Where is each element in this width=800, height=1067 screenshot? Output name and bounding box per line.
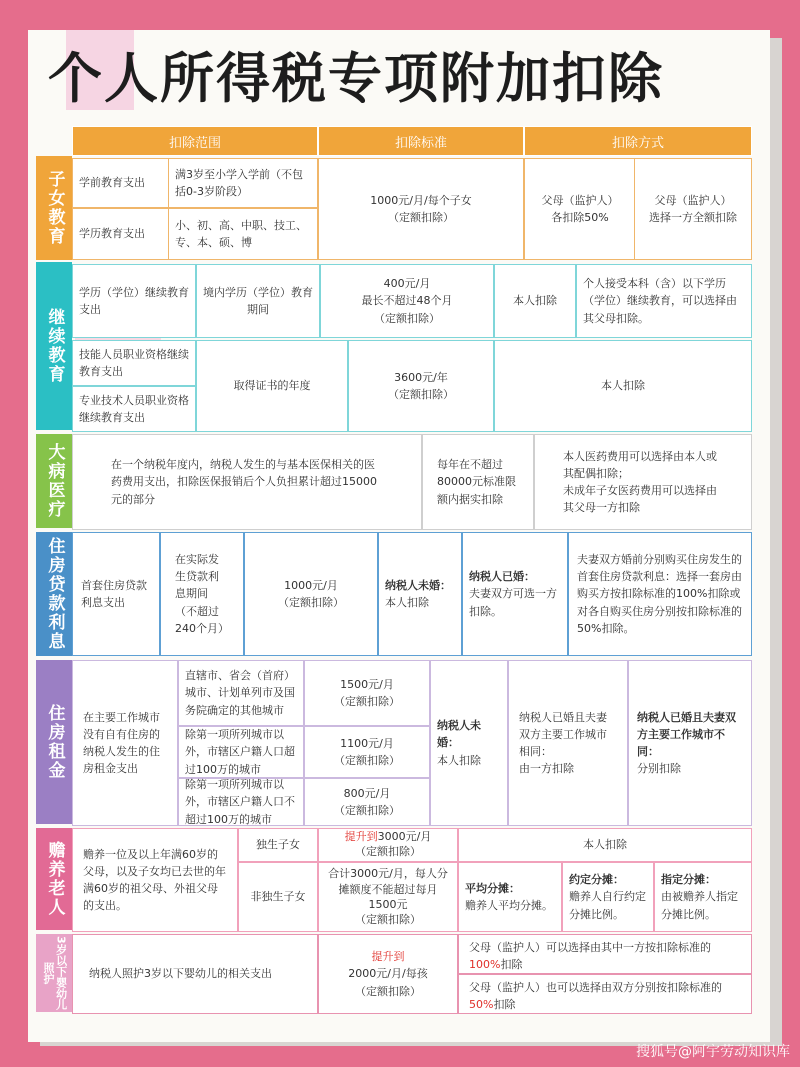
standard-type: （定额扣除） bbox=[278, 596, 344, 609]
mortgage-unmarried bbox=[378, 532, 462, 656]
rent-standard-tier3 bbox=[304, 778, 430, 826]
qualification-education-standard bbox=[348, 340, 494, 432]
page-title: 个人所得税专项附加扣除 bbox=[48, 46, 664, 110]
method-text: 赡养人自行约定分摊比例。 bbox=[569, 890, 646, 921]
elderly-method-designated bbox=[654, 862, 752, 932]
standard-amount: 3000元/月 bbox=[377, 830, 432, 844]
degree-continuing-education-note: 个人接受本科（含）以下学历（学位）继续教育，可以选择由其父母扣除。 bbox=[576, 264, 752, 338]
method-who: 父母（监护人） bbox=[541, 193, 619, 207]
standard-amount: 1100元/月 bbox=[340, 736, 394, 750]
standard-type: （定额扣除） bbox=[388, 388, 454, 401]
elderly-only-child: 独生子女 bbox=[238, 828, 318, 862]
married-same-city-title: 纳税人已婚且夫妻双方主要工作城市相同： bbox=[519, 710, 607, 758]
married-text: 夫妻双方可选一方扣除。 bbox=[469, 587, 557, 618]
children-education-method-full bbox=[634, 158, 752, 260]
section-label-medical: 大病医疗 bbox=[36, 434, 72, 528]
married-same-city-text: 由一方扣除 bbox=[519, 762, 574, 776]
degree-continuing-education-period: 境内学历（学位）教育期间 bbox=[196, 264, 320, 338]
standard-amount: 400元/月 bbox=[383, 277, 431, 291]
method-text: 父母（监护人）也可以选择由双方分别按扣除标准的 bbox=[469, 981, 722, 994]
header-standard: 扣除标准 bbox=[318, 126, 524, 156]
rent-standard-tier2 bbox=[304, 726, 430, 778]
standard-amount: 3600元/年 bbox=[394, 370, 448, 384]
standard-limit: 最长不超过48个月 bbox=[361, 294, 453, 308]
method-ratio: 100% bbox=[469, 958, 501, 972]
elderly-method-agreed bbox=[562, 862, 654, 932]
standard-type: （定额扣除） bbox=[334, 804, 400, 817]
rent-married-same-city bbox=[508, 660, 628, 826]
standard-amount: 800元/月 bbox=[343, 786, 391, 800]
rent-married-different-city bbox=[628, 660, 752, 826]
rent-city-tier3: 除第一项所列城市以外，市辖区户籍人口不超过100万的城市 bbox=[178, 778, 304, 826]
method-ratio: 选择一方全额扣除 bbox=[649, 211, 737, 224]
preschool-education-name: 学前教育支出 bbox=[72, 158, 170, 208]
method-text: 由被赡养人指定分摊比例。 bbox=[661, 890, 738, 921]
standard-amount: 合计3000元/月，每人分摊额度不能超过每月1500元 bbox=[328, 867, 448, 911]
qualification-education-method: 本人扣除 bbox=[494, 340, 752, 432]
preschool-education-desc: 满3岁至小学入学前（不包括0-3岁阶段） bbox=[168, 158, 318, 208]
mortgage-standard bbox=[244, 532, 378, 656]
infant-standard bbox=[318, 934, 458, 1014]
married-different-city-text: 分别扣除 bbox=[637, 762, 681, 776]
degree-continuing-education-standard bbox=[320, 264, 494, 338]
section-label-mortgage: 住房贷款利息 bbox=[36, 532, 72, 656]
standard-type: （定额扣除） bbox=[355, 913, 421, 927]
method-title: 平均分摊： bbox=[465, 881, 520, 895]
children-education-standard bbox=[318, 158, 524, 260]
degree-continuing-education-method: 本人扣除 bbox=[494, 264, 576, 338]
professional-qualification-education-name: 专业技术人员职业资格继续教育支出 bbox=[72, 386, 196, 432]
standard-type: （定额扣除） bbox=[334, 754, 400, 767]
unmarried-text: 本人扣除 bbox=[437, 753, 481, 767]
method-ratio: 50% bbox=[469, 998, 494, 1012]
standard-amount: 1500元/月 bbox=[340, 677, 394, 691]
header-method: 扣除方式 bbox=[524, 126, 752, 156]
elderly-non-only-child-standard bbox=[318, 862, 458, 932]
academic-education-desc: 小、初、高、中职、技工、专、本、硕、博 bbox=[168, 208, 318, 260]
method-end: 扣除 bbox=[500, 958, 523, 972]
method-self-spouse: 本人医药费用可以选择由本人或其配偶扣除； bbox=[563, 449, 717, 480]
section-label-elderly: 赡养老人 bbox=[36, 828, 72, 930]
mortgage-married bbox=[462, 532, 568, 656]
standard-type: （定额扣除） bbox=[374, 311, 440, 325]
raised-to-label: 提升到 bbox=[371, 950, 405, 964]
rent-city-tier2: 除第一项所列城市以外，市辖区户籍人口超过100万的城市 bbox=[178, 726, 304, 778]
mortgage-period: 在实际发生贷款利息期间（不超过240个月） bbox=[160, 532, 244, 656]
method-end: 扣除 bbox=[493, 998, 516, 1012]
section-label-children-education: 子女教育 bbox=[36, 156, 72, 260]
rent-city-tier1: 直辖市、省会（首府）城市、计划单列市及国务院确定的其他城市 bbox=[178, 660, 304, 726]
mortgage-premarital: 夫妻双方婚前分别购买住房发生的首套住房贷款利息：选择一套房由购买方按扣除标准的100%扣除或对各自购买住房分别按扣除标准的50%扣除。 bbox=[568, 532, 752, 656]
watermark: 搜狐号@阿宇劳动知识库 bbox=[636, 1044, 790, 1060]
infant-method-both-parents bbox=[458, 974, 752, 1014]
standard-type: （定额扣除） bbox=[355, 845, 421, 858]
unmarried-title: 纳税人未婚： bbox=[385, 578, 451, 592]
children-education-method-split bbox=[524, 158, 636, 260]
raised-to-label: 提升到 bbox=[344, 830, 378, 844]
section-label-continuing-education: 继续教育 bbox=[36, 262, 72, 430]
mortgage-item: 首套住房贷款利息支出 bbox=[72, 532, 160, 656]
medical-method bbox=[534, 434, 752, 530]
standard-amount: 1000元/月/每个子女 bbox=[370, 193, 472, 207]
section-label-infant-care: 3岁以下婴幼儿照护 bbox=[36, 934, 72, 1012]
method-title: 指定分摊： bbox=[661, 873, 716, 887]
rent-unmarried bbox=[430, 660, 508, 826]
married-different-city-title: 纳税人已婚且夫妻双方主要工作城市不同： bbox=[637, 710, 736, 758]
method-text: 父母（监护人）可以选择由其中一方按扣除标准的 bbox=[469, 941, 711, 954]
infant-method-one-parent bbox=[458, 934, 752, 974]
standard-amount: 2000元/月/每孩 bbox=[348, 967, 428, 981]
standard-type: （定额扣除） bbox=[355, 984, 421, 998]
elderly-method-average bbox=[458, 862, 562, 932]
elderly-desc: 赡养一位及以上年满60岁的父母，以及子女均已去世的年满60岁的祖父母、外祖父母的支出。 bbox=[72, 828, 238, 932]
academic-education-name: 学历教育支出 bbox=[72, 208, 170, 260]
degree-continuing-education-name: 学历（学位）继续教育支出 bbox=[72, 264, 196, 338]
elderly-only-child-method: 本人扣除 bbox=[458, 828, 752, 862]
method-who: 父母（监护人） bbox=[654, 193, 732, 207]
method-minor-children: 未成年子女医药费用可以选择由其父母一方扣除 bbox=[563, 484, 717, 515]
header-scope: 扣除范围 bbox=[72, 126, 318, 156]
elderly-non-only-child: 非独生子女 bbox=[238, 862, 318, 932]
section-label-rent: 住房租金 bbox=[36, 660, 72, 824]
medical-desc: 在一个纳税年度内，纳税人发生的与基本医保相关的医药费用支出，扣除医保报销后个人负担累计超过15000元的部分 bbox=[72, 434, 422, 530]
method-ratio: 各扣除50% bbox=[551, 211, 609, 224]
method-text: 赡养人平均分摊。 bbox=[465, 899, 553, 912]
unmarried-title: 纳税人未婚： bbox=[437, 719, 481, 750]
method-title: 约定分摊： bbox=[569, 873, 624, 887]
medical-standard: 每年在不超过80000元标准限额内据实扣除 bbox=[422, 434, 534, 530]
rent-standard-tier1 bbox=[304, 660, 430, 726]
standard-amount: 1000元/月 bbox=[284, 578, 338, 592]
unmarried-text: 本人扣除 bbox=[385, 596, 429, 609]
standard-type: （定额扣除） bbox=[334, 695, 400, 708]
qualification-education-period: 取得证书的年度 bbox=[196, 340, 348, 432]
standard-type: （定额扣除） bbox=[388, 211, 454, 224]
elderly-only-child-standard bbox=[318, 828, 458, 862]
rent-desc: 在主要工作城市没有自有住房的纳税人发生的住房租金支出 bbox=[72, 660, 178, 826]
infant-desc: 纳税人照护3岁以下婴幼儿的相关支出 bbox=[72, 934, 318, 1014]
infographic-sheet bbox=[28, 30, 770, 1042]
married-title: 纳税人已婚： bbox=[469, 570, 535, 584]
skill-qualification-education-name: 技能人员职业资格继续教育支出 bbox=[72, 340, 196, 386]
